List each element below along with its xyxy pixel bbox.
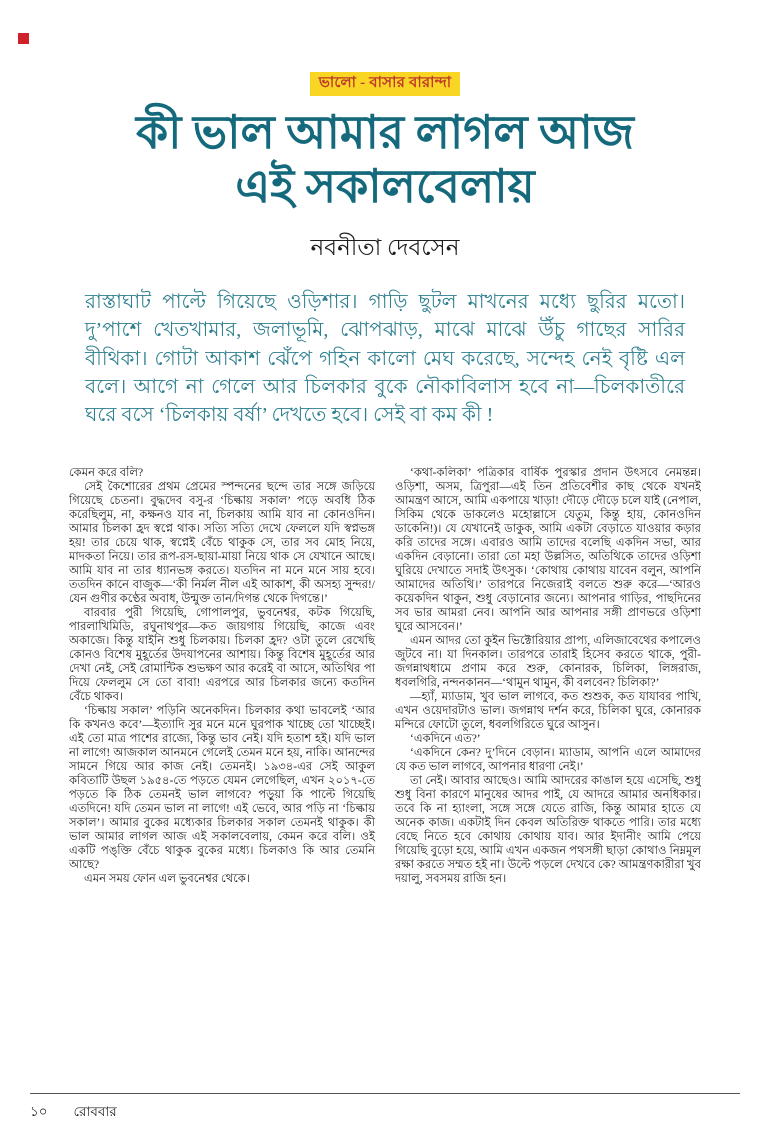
paragraph: ‘একদিনে এত?’ <box>410 732 481 745</box>
paragraph: ‘কথা-কলিকা’ পত্রিকার বার্ষিক পুরস্কার প্রদান উৎসবে নেমন্তন্ন। ওড়িশা, অসম, ত্রিপুরা—এই তিন প্রতিবেশীর কাছ থেকে যখনই আমন্ত্রণ আসে, আমি একপায়ে খাড়া! দৌড়ে দৌড়ে চলে যাই (নেপাল, সিকিম থেকে ডাকলেও মহোল্লাসে যেতুম, কিন্তু হায়, কোনওদিন ডাকেনি!)। যে যেখানেই ডাকুক, আমি একটা বেড়াতে যাওয়ার কড়ার করি তাদের সঙ্গে। এবারও আমি তাদের বলেছি একদিন সভা, আর একদিন বেড়ানো। তারা তো মহা উল্লসিত, অতিথিকে তাদের ওড়িশা ঘুরিয়ে দেখাতে সদাই উৎসুক। ‘কোথায় কোথায় যাবেন বলুন, আপনি আমাদের অতিথি।’ তারপরে নিজেরাই বলতে শুরু করে—‘আরও কয়েকদিন থাকুন, শুধু বেড়ানোর জন্যে। আপনার গাড়ির, পাছদিনের সব ভার আমরা নেব। আপনি আর আপনার সঙ্গী প্রাণভরে ওড়িশা ঘুরে আসবেন।’ <box>395 466 701 633</box>
author-byline: নবনীতা দেবসেন <box>310 235 460 261</box>
article-title-line2: এই সকালবেলায় <box>235 161 535 213</box>
section-kicker: ভালো - বাসার বারান্দা <box>310 72 461 96</box>
body-column-right <box>395 466 701 1066</box>
corner-mark-square <box>18 33 29 44</box>
lead-paragraph: রাস্তাঘাট পাল্টে গিয়েছে ওড়িশার। গাড়ি ছুটল মাখনের মধ্যে ছুরির মতো। দু’পাশে খেতখামার, জলাভূমি, ঝোপঝাড়, মাঝে মাঝে উঁচু গাছের সারির বীথিকা। গোটা আকাশ ঝেঁপে গহিন কালো মেঘ করেছে, সন্দেহ নেই বৃষ্টি এল বলে। আগে না গেলে আর চিলকার বুকে নৌকাবিলাস হবে না—চিলকাতীরে ঘরে বসে ‘চিলকায় বর্ষা’ দেখতে হবে। সেই বা কম কী ! <box>85 290 685 427</box>
article-title <box>0 106 770 215</box>
paragraph: এমন আদর তো কুইন ভিক্টোরিয়ার প্রাপ্য, এলিজাবেথের কপালেও জুটবে না। যা দিনকাল। তারপরে তারাই হিসেব করতে থাকে, পুরী-জগন্নাথধামে প্রণাম করে শুরু, কোনারক, চিলিকা, লিঙ্গরাজ, ধবলগিরি, নন্দনকানন—‘থামুন থামুন, কী বলবেন? চিলিকা?’ <box>395 634 701 689</box>
paragraph: কেমন করে বলি? <box>69 466 144 479</box>
body-column-left <box>69 466 375 1066</box>
paragraph: —হ্যাঁ, ম্যাডাম, খুব ভাল লাগবে, কত শুশুক, কত যাযাবর পাখি, এখন ওয়েদারটাও ভাল। জগন্নাথ দর্শন করে, চিলিকা ঘুরে, কোনারক মন্দিরে ফোটো তুলে, ধবলগিরিতে ঘুরে আসুন। <box>395 690 701 731</box>
body-columns <box>69 466 701 1066</box>
paragraph: বারবার পুরী গিয়েছি, গোপালপুর, ভুবনেশ্বর, কটক গিয়েছি, পারলাখিমিডি, রঘুনাথপুর—কত জায়গায় গিয়েছি, কাজে এবং অকাজে। কিন্তু যাইনি শুধু চিলকায়। চিলকা হ্রদ? ওটা তুলে রেখেছি কোনও বিশেষ মুহূর্তের উদযাপনের আশায়। কিন্তু বিশেষ মুহূর্তের আর দেখা নেই, সেই রোমান্টিক শুভক্ষণ আর করেই বা আসে, অতিথির পা দিয়ে ফেললুম সে তো বাবা! এরপরে আর চিলকার জন্যে কতদিন বেঁচে থাকব। <box>69 606 375 703</box>
page-number: ১০ <box>30 1104 48 1119</box>
kicker-wrap <box>0 0 770 96</box>
page-footer <box>30 1093 740 1124</box>
article-title-line1: কী ভাল আমার লাগল আজ <box>136 106 634 158</box>
paragraph: ‘একদিনে কেন? দু’দিনে বেড়ান। ম্যাডাম, আপনি এলে আমাদের যে কত ভাল লাগবে, আপনার ধারণা নেই।’ <box>395 746 701 773</box>
magazine-name: রোববার <box>73 1104 117 1119</box>
paragraph: সেই কৈশোরের প্রথম প্রেমের স্পন্দনের ছন্দে তার সঙ্গে জড়িয়ে গিয়েছে চেতনা। বুদ্ধদেব বসু-র ‘চিল্কায় সকাল’ পড়ে অবধি ঠিক করেছিলুম, না, কক্ষনও যাব না, চিলকায় আমি যাব না কোনওদিন। আমার চিলকা হ্রদ স্বপ্নে থাক। সত্যি সত্যি দেখে ফেললে যদি স্বপ্নভঙ্গ হয়! তার চেয়ে থাক, স্বপ্নেই বেঁচে থাকুক সে, তার সব মোহ নিয়ে, মাদকতা নিয়ে। তার রূপ-রস-ছায়া-মায়া নিয়ে থাক সে যেখানে আছে। আমি যাব না তার ধ্যানভঙ্গ করতে। যতদিন না মনে মনে সায় হবে। ততদিন কানে বাজুক—‘কী নির্মল নীল এই আকাশ, কী অসহ্য সুন্দর!/ যেন গুণীর কণ্ঠের অবাধ, উন্মুক্ত তান/দিগন্ত থেকে দিগন্তে।’ <box>69 480 375 605</box>
paragraph: ‘চিল্কায় সকাল’ পড়িনি অনেকদিন। চিলকার কথা ভাবলেই ‘আর কি কখনও কবে’—ইত্যাদি সুর মনে মনে ঘুরপাক খাচ্ছে তো খাচ্ছেই। এই তো মাত্র পাশের রাজ্যে, কিন্তু ভাব নেই। যদি হতাশ হই। যদি ভাল না লাগে! আজকাল আনমনে গেলেই তেমন মনে হয়, নাকি। আনন্দের সামনে গিয়ে আর কাজ নেই। তেমনই। ১৯৩৪-এর সেই আকুল কবিতাটি উছল ১৯৫৪-তে পড়তে যেমন লেগেছিল, এখন ২০১৭-তে পড়তে কি ঠিক তেমনই ভাল লাগবে? পড়ুয়া কি পাল্টে গিয়েছি এতদিনে! যদি তেমন ভাল না লাগে! এই ভেবে, আর পড়ি না ‘চিল্কায় সকাল’। আমার বুকের মধ্যেকার চিলকার সকাল তেমনই থাকুক। কী ভাল আমার লাগল আজ এই সকালবেলায়, কেমন করে বলি। ওই একটি পঙ্‌ক্তি বেঁচে থাকুক বুকের মধ্যে। চিলকাও কি আর তেমনি আছে? <box>69 704 375 871</box>
paragraph: এমন সময় ফোন এল ভুবনেশ্বর থেকে। <box>84 872 250 885</box>
paragraph: তা নেই। আবার আছেও। আমি আদরের কাঙাল হয়ে এসেছি, শুধু শুধু বিনা কারণে মানুষের আদর পাই, যে আদরে আমার অনধিকার। তবে কি না হ্যাংলা, সঙ্গে সঙ্গে যেতে রাজি, কিন্তু আমার হাতে যে অনেক কাজ। একটাই দিন কেবল অতিরিক্ত থাকতে পারি। তার মধ্যে বেছে নিতে হবে কোথায় কোথায় যাব। আর ইদানীং আমি পেয়ে গিয়েছি বুড়ো হয়ে, আমি এখন একজন পথসঙ্গী ছাড়া কোথাও নিম্নমূল রক্ষা করতে সম্মত হই না। উল্টে পড়লে দেখবে কে? আমন্ত্রণকারীরা খুব দয়ালু, সবসময় রাজি হন। <box>395 774 701 885</box>
